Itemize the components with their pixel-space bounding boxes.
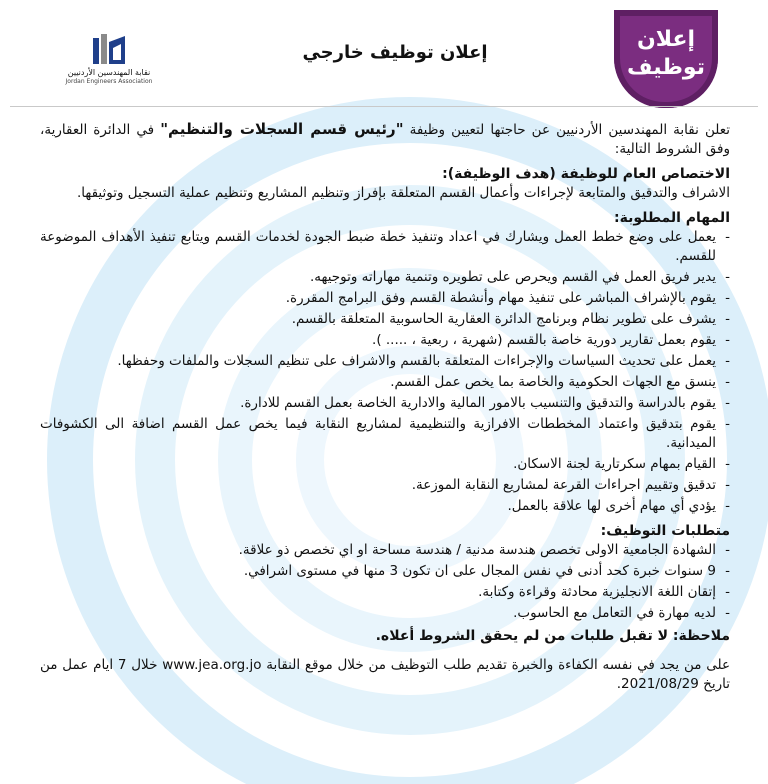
list-item: - يقوم بالإشراف المباشر على تنفيذ مهام وأنشطة القسم وفق البرامج المقررة. [40, 289, 716, 308]
deadline-date: 2021/08/29 [621, 676, 699, 692]
closing-text-2: خلال 7 ايام عمل من تاريخ [40, 657, 730, 692]
closing-text: على من يجد في نفسه الكفاءة والخبرة تقديم طلب التوظيف من خلال موقع النقابة [261, 657, 730, 673]
logo-name-arabic: نقابة المهندسين الأردنيين [67, 68, 151, 77]
tasks-list [40, 228, 730, 516]
website-link[interactable]: www.jea.org.jo [162, 657, 262, 673]
list-item: - يعمل على تحديث السياسات والإجراءات المتعلقة بالقسم والاشراف على تنظيم السجلات والملفات وحفظها. [40, 352, 716, 371]
header-divider [10, 106, 758, 107]
closing-paragraph [40, 656, 730, 694]
intro-text: تعلن نقابة المهندسين الأردنيين عن حاجتها لتعيين وظيفة [403, 122, 730, 138]
badge-line-1: إعلان [636, 27, 696, 52]
requirements-heading: متطلبات التوظيف: [600, 523, 730, 539]
list-item: - يدير فريق العمل في القسم ويحرص على تطويره وتنمية مهاراته وتوجيهه. [40, 268, 716, 287]
note: ملاحظة: لا تقبل طلبات من لم يحقق الشروط أعلاه. [375, 628, 730, 644]
list-item: - يقوم بالدراسة والتدقيق والتنسيب بالامور المالية والادارية الخاصة بعمل القسم للادارة. [40, 394, 716, 413]
list-item: - يعمل على وضع خطط العمل ويشارك في اعداد وتنفيذ خطة ضبط الجودة لخدمات القسم ويتابع تنفيذ الأهداف الموضوعة للقسم. [40, 228, 716, 266]
page-title: إعلان توظيف خارجي [302, 42, 488, 63]
list-item: - يقوم بعمل تقارير دورية خاصة بالقسم (شهرية ، ربعية ، ..... ). [40, 331, 716, 350]
list-item: - الشهادة الجامعية الاولى تخصص هندسة مدنية / هندسة مساحة او اي تخصص ذو علاقة. [40, 541, 716, 560]
jea-logo-icon [89, 32, 129, 66]
tasks-heading: المهام المطلوبة: [614, 210, 730, 226]
list-item: - 9 سنوات خبرة كحد أدنى في نفس المجال على ان تكون 3 منها في مستوى اشرافي. [40, 562, 716, 581]
list-item: - ينسق مع الجهات الحكومية والخاصة بما يخص عمل القسم. [40, 373, 716, 392]
position-title: "رئيس قسم السجلات والتنظيم" [160, 120, 404, 138]
association-logo [64, 32, 154, 112]
intro-paragraph [40, 120, 730, 159]
intro-text-2: في الدائرة العقارية، وفق الشروط التالية: [40, 122, 730, 157]
list-item: - يشرف على تطوير نظام وبرنامج الدائرة العقارية الحاسوبية المتعلقة بالقسم. [40, 310, 716, 329]
list-item: - إتقان اللغة الانجليزية محادثة وقراءة وكتابة. [40, 583, 716, 602]
list-item: - القيام بمهام سكرتارية لجنة الاسكان. [40, 455, 716, 474]
list-item: - لديه مهارة في التعامل مع الحاسوب. [40, 604, 716, 623]
requirements-list [40, 541, 730, 623]
general-text: الاشراف والتدقيق والمتابعة لإجراءات وأعمال القسم المتعلقة بإفراز وتنظيم المشاريع وتنظيم عملية التسجيل وتوثيقها. [76, 185, 730, 201]
list-item: - تدقيق وتقييم اجراءات القرعة لمشاريع النقابة الموزعة. [40, 476, 716, 495]
general-heading: الاختصاص العام للوظيفة (هدف الوظيفة): [442, 166, 730, 182]
closing-text-3: . [616, 676, 622, 692]
job-ad-badge [614, 10, 718, 108]
list-item: - يقوم بتدقيق واعتماد المخططات الافرازية والتنظيمية لمشاريع النقابة فيما يخص عمل القسم اضافة الى الكشوفات الميدانية. [40, 415, 716, 453]
badge-line-2: توظيف [627, 55, 705, 80]
list-item: - يؤدي أي مهام أخرى لها علاقة بالعمل. [40, 497, 716, 516]
logo-name-english: Jordan Engineers Association [65, 78, 153, 85]
announcement-body [40, 120, 730, 694]
